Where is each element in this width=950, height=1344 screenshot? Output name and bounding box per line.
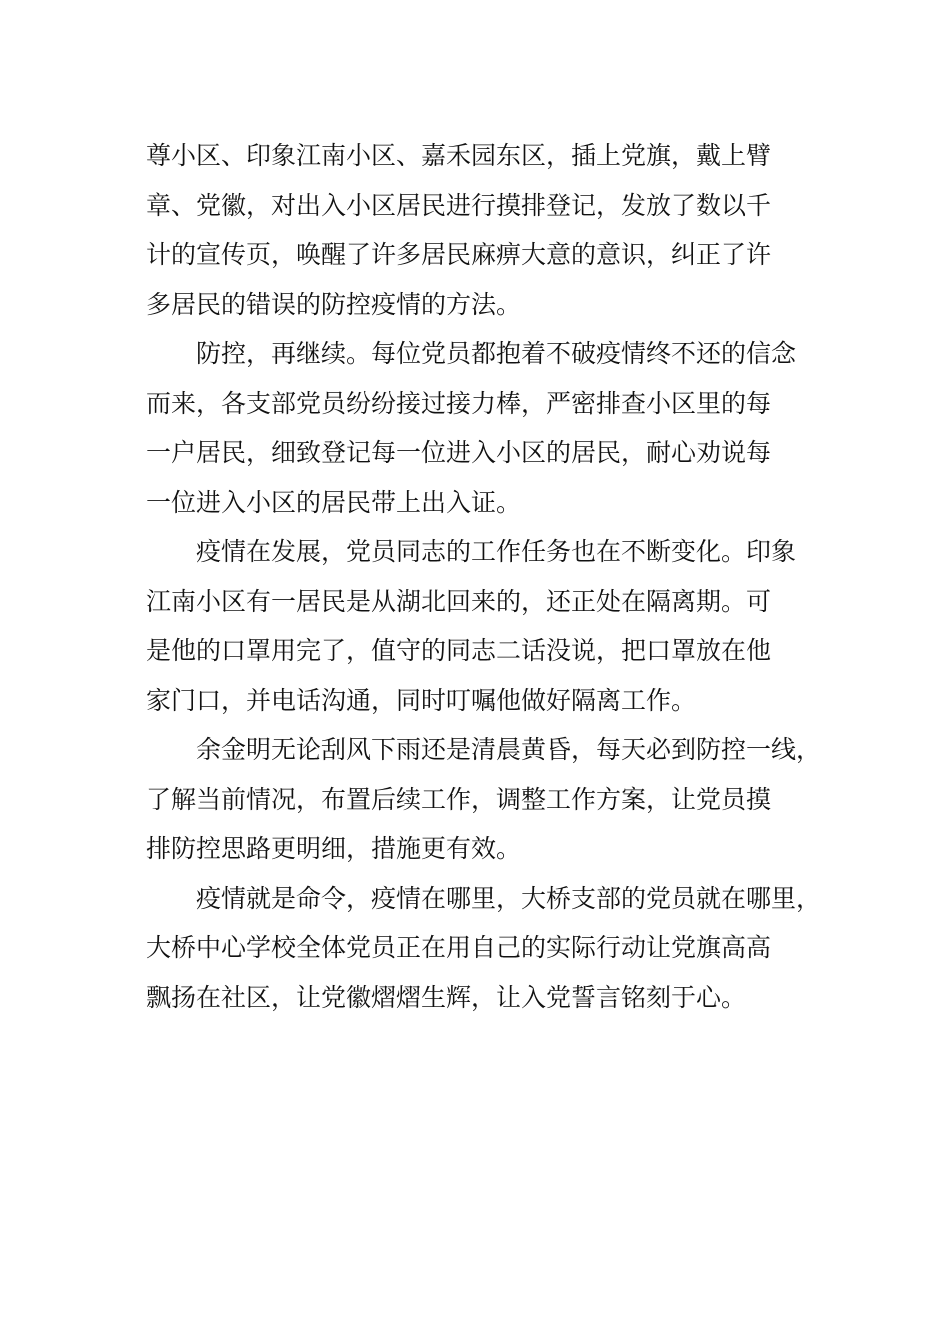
text-line: 尊小区、印象江南小区、嘉禾园东区，插上党旗，戴上臂 — [146, 141, 772, 170]
text-line: 一户居民，细致登记每一位进入小区的居民，耐心劝说每 — [146, 438, 772, 467]
text-line: 大桥中心学校全体党员正在用自己的实际行动让党旗高高 — [146, 933, 772, 962]
text-line: 防控，再继续。每位党员都抱着不破疫情终不还的信念 — [146, 339, 797, 368]
document-body — [146, 131, 826, 1022]
paragraph-3 — [146, 527, 826, 725]
text-line: 排防控思路更明细，措施更有效。 — [146, 834, 522, 863]
text-line: 多居民的错误的防控疫情的方法。 — [146, 289, 522, 319]
text-line: 一位进入小区的居民带上出入证。 — [146, 487, 522, 517]
text-line: 飘扬在社区，让党徽熠熠生辉，让入党誓言铭刻于心。 — [146, 982, 747, 1012]
paragraph-5 — [146, 874, 826, 1023]
text-line: 江南小区有一居民是从湖北回来的，还正处在隔离期。可 — [146, 586, 772, 616]
text-line: 余金明无论刮风下雨还是清晨黄昏，每天必到防控一线， — [146, 735, 822, 764]
text-line: 计的宣传页，唤醒了许多居民麻痹大意的意识，纠正了许 — [146, 240, 772, 269]
text-line: 是他的口罩用完了，值守的同志二话没说，把口罩放在他 — [146, 636, 772, 665]
text-line: 了解当前情况，布置后续工作，调整工作方案，让党员摸 — [146, 784, 772, 814]
paragraph-4 — [146, 725, 826, 874]
paragraph-1 — [146, 131, 826, 329]
text-line: 而来，各支部党员纷纷接过接力棒，严密排查小区里的每 — [146, 388, 772, 418]
text-line: 疫情就是命令，疫情在哪里，大桥支部的党员就在哪里， — [146, 883, 822, 913]
text-line: 疫情在发展，党员同志的工作任务也在不断变化。印象 — [146, 537, 797, 566]
paragraph-2 — [146, 329, 826, 527]
text-line: 家门口，并电话沟通，同时叮嘱他做好隔离工作。 — [146, 685, 697, 715]
text-line: 章、党徽，对出入小区居民进行摸排登记，发放了数以千 — [146, 190, 772, 220]
